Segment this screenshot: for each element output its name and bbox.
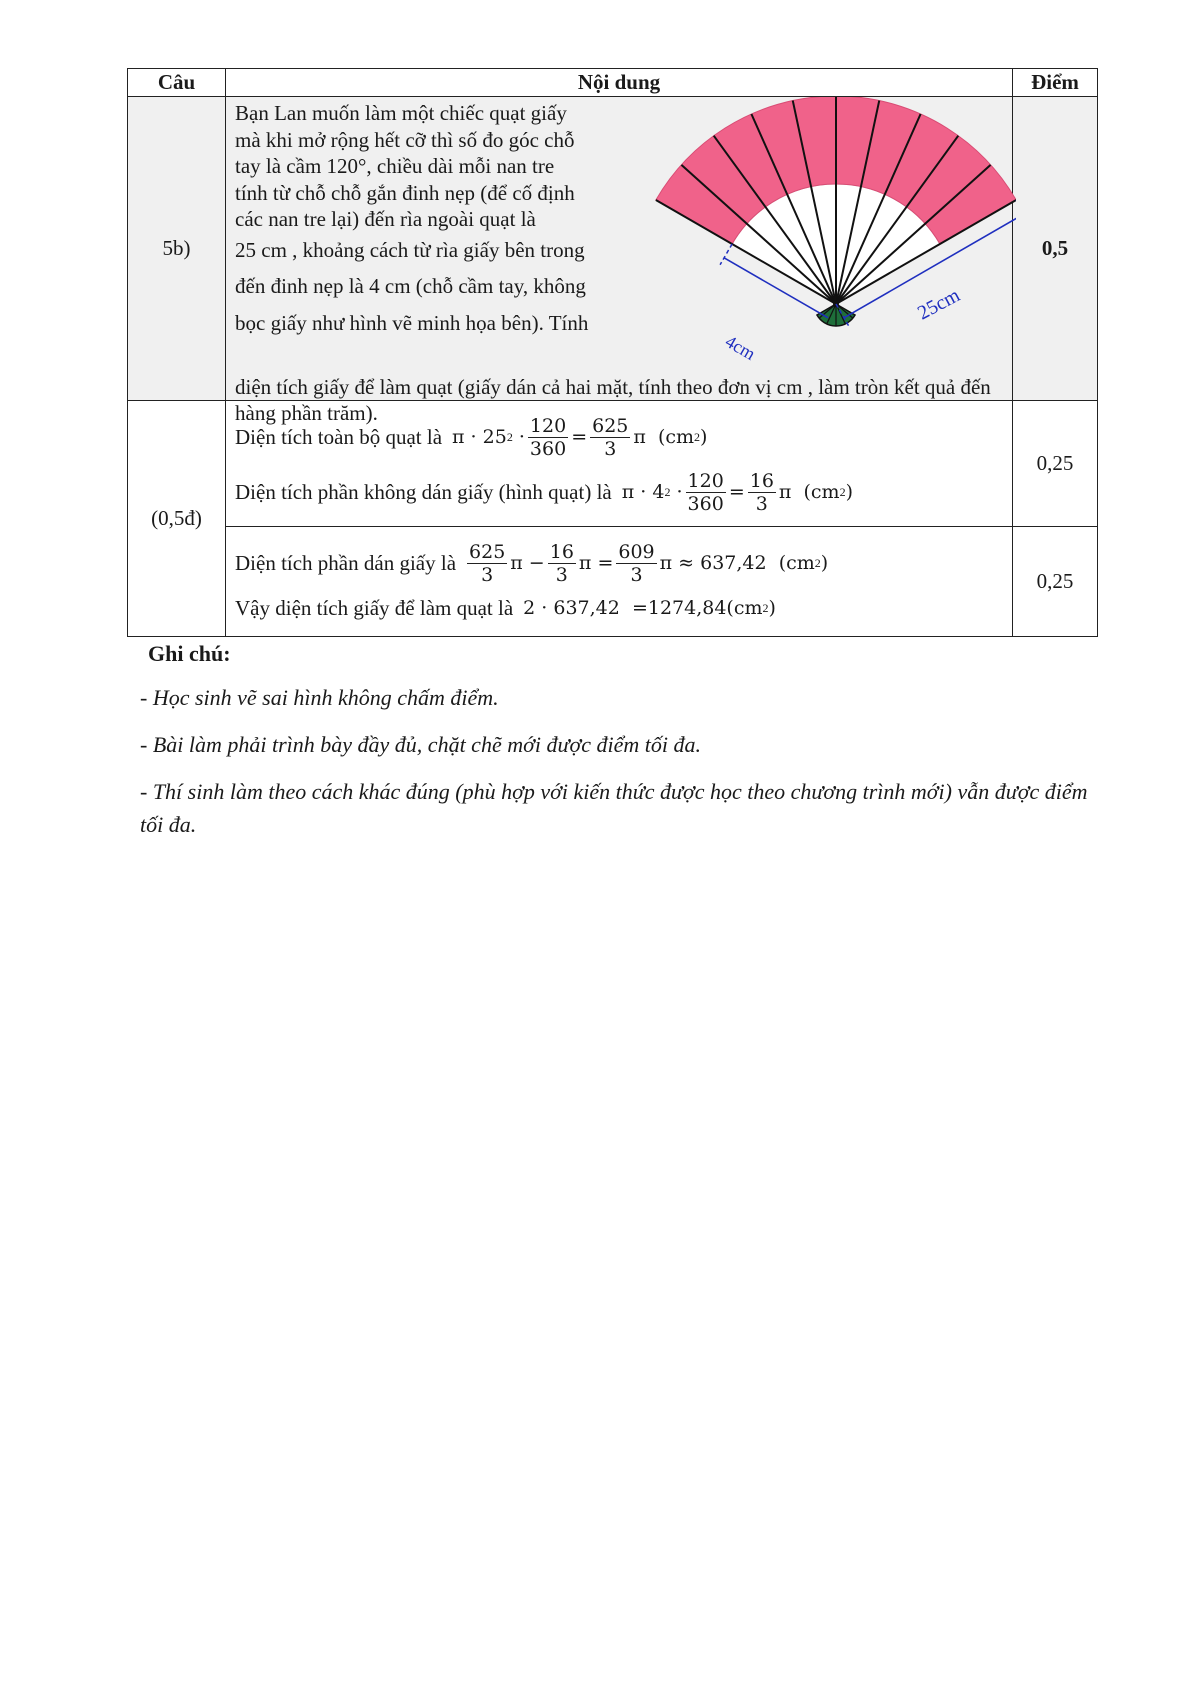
math-part: π · 4 — [621, 481, 665, 503]
problem-label: 5b) — [128, 97, 226, 401]
math-part: ) — [700, 426, 708, 448]
notes-title: Ghi chú: — [148, 641, 231, 666]
solution-row-2 — [128, 527, 1098, 637]
solution-text: Diện tích toàn bộ quạt là — [235, 424, 443, 449]
problem-line: tay là cầm 120°, chiều dài mỗi nan tre — [235, 154, 555, 178]
header-cau: Câu — [128, 69, 226, 97]
problem-line: tính từ chỗ chỗ gắn đinh nẹp (để cố định — [235, 180, 575, 205]
math-part: = — [571, 426, 588, 448]
math-part: π · 25 — [452, 426, 507, 448]
fraction: $\frac{120}{360}$ — [687, 469, 724, 515]
problem-statement-tail: diện tích giấy để làm quạt (giấy dán cả hai mặt, tính theo đơn vị cm , làm tròn kết quả đến hàng phần trăm). — [235, 375, 991, 425]
header-noi-dung: Nội dung — [226, 69, 1013, 97]
paper-fan-figure — [636, 97, 1016, 374]
math-part: π = — [578, 552, 614, 574]
problem-line: 25 cm , khoảng cách từ rìa giấy bên trong — [235, 237, 585, 262]
math-exp: 2 — [839, 484, 846, 499]
math-exp: 2 — [814, 555, 821, 570]
math-exp: 2 — [664, 484, 671, 499]
math-part: π ≈ 637,42 (cm — [659, 552, 815, 574]
problem-line: mà khi mở rộng hết cỡ thì số đo góc chỗ — [235, 127, 575, 152]
math-exp: 2 — [762, 600, 769, 615]
solution-text: Diện tích phần dán giấy là — [235, 550, 457, 575]
note-item: - Học sinh vẽ sai hình không chấm điểm. — [140, 685, 499, 710]
note-item: - Thí sinh làm theo cách khác đúng (phù hợp với kiến thức được học theo chương trình mới) vẫn được điểm tối đa. — [140, 779, 1088, 837]
label-4cm: 4cm — [722, 331, 759, 364]
table-header-row — [128, 69, 1098, 97]
fraction: $\frac{120}{360}$ — [529, 414, 567, 460]
problem-line: các nan tre lại) đến rìa ngoài quạt là — [235, 207, 536, 231]
math-part: · — [512, 426, 525, 448]
problem-content — [226, 97, 1013, 425]
math-part: π (cm — [778, 481, 840, 503]
fraction: $\frac{609}{3}$ — [618, 540, 655, 586]
fraction: $\frac{625}{3}$ — [592, 414, 629, 460]
fraction: $\frac{625}{3}$ — [469, 540, 506, 586]
math-part: ) — [768, 597, 776, 619]
math-part: = — [728, 481, 745, 503]
math-part: π − — [510, 552, 545, 574]
problem-row — [128, 97, 1098, 401]
solution-score-1: 0,25 — [1013, 401, 1098, 527]
math-part: · — [670, 481, 683, 503]
solution-label: (0,5đ) — [128, 401, 226, 637]
problem-line: Bạn Lan muốn làm một chiếc quạt giấy — [235, 101, 567, 125]
math-exp: 2 — [694, 429, 701, 444]
math-part: ) — [845, 481, 853, 503]
math-part: 2 · 637,42 =1274,84(cm — [523, 597, 763, 619]
fraction: $\frac{16}{3}$ — [749, 469, 774, 515]
fraction: $\frac{16}{3}$ — [549, 540, 574, 586]
math-part: ) — [820, 552, 829, 574]
header-diem: Điểm — [1013, 69, 1098, 97]
solution-line-papered-area — [235, 541, 1012, 586]
problem-statement — [235, 100, 627, 336]
solution-score-2: 0,25 — [1013, 527, 1098, 637]
problem-line: đến đinh nẹp là 4 cm (chỗ cầm tay, không — [235, 274, 586, 298]
math-exp: 2 — [506, 429, 513, 444]
note-item: - Bài làm phải trình bày đầy đủ, chặt chẽ mới được điểm tối đa. — [140, 732, 701, 757]
grading-table — [127, 68, 1098, 637]
problem-line: bọc giấy như hình vẽ minh họa bên). Tính — [235, 310, 589, 335]
math-part: π (cm — [633, 426, 695, 448]
solution-block-2 — [226, 527, 1013, 637]
solution-text: Vậy diện tích giấy để làm quạt là — [235, 595, 514, 620]
solution-line-final — [235, 596, 1012, 621]
problem-score: 0,5 — [1013, 97, 1098, 401]
solution-line-unpapered-area — [235, 470, 1012, 515]
label-25cm: 25cm — [914, 284, 964, 325]
solution-text: Diện tích phần không dán giấy (hình quạt) là — [235, 479, 612, 504]
